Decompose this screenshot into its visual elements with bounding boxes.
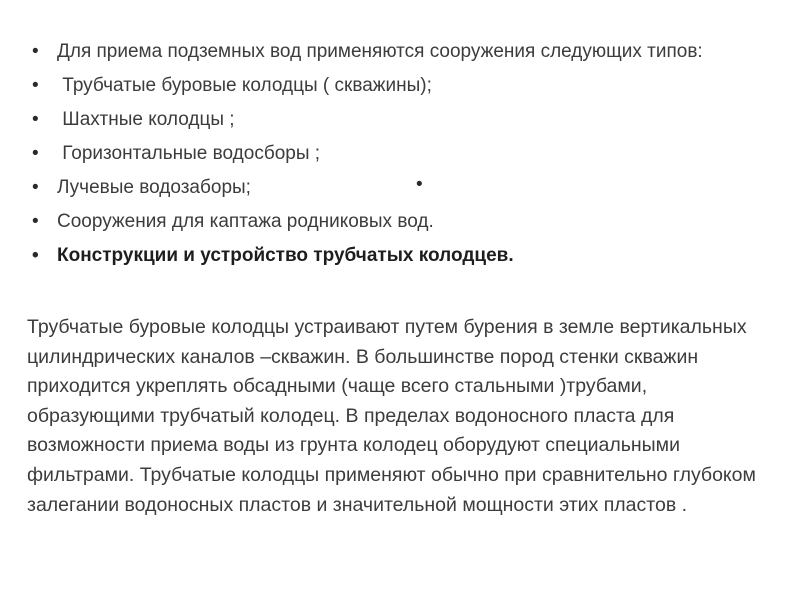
list-item-text: Лучевые водозаборы; xyxy=(57,177,251,198)
bullet-icon: • xyxy=(32,75,39,96)
bullet-list xyxy=(32,40,752,278)
list-item xyxy=(32,108,752,131)
list-item-text: Конструкции и устройство трубчатых колодцев. xyxy=(57,245,514,266)
list-item-text: Сооружения для каптажа родниковых вод. xyxy=(57,211,434,232)
list-item xyxy=(32,40,752,63)
bullet-icon: • xyxy=(32,245,39,266)
bullet-icon: • xyxy=(32,143,39,164)
bullet-icon: • xyxy=(32,109,39,130)
list-item xyxy=(32,210,752,233)
bullet-icon: • xyxy=(32,177,39,198)
body-paragraph: Трубчатые буровые колодцы устраивают путем бурения в земле вертикальных цилиндрических каналов –скважин. В большинстве пород стенки скважин приходится укреплять обсадными (чаще всего стальными )трубами, образующими трубчатый колодец. В пределах водоносного пласта для возможности приема воды из грунта колодец оборудуют специальными фильтрами. Трубчатые колодцы применяют обычно при сравнительно глубоком залегании водоносных пластов и значительной мощности этих пластов . xyxy=(27,316,756,516)
list-item-text: Шахтные колодцы ; xyxy=(57,109,235,130)
list-item-heading xyxy=(32,244,752,267)
list-item-text: Трубчатые буровые колодцы ( скважины); xyxy=(57,75,432,96)
list-item-text: Для приема подземных вод применяются сооружения следующих типов: xyxy=(57,41,703,62)
list-item xyxy=(32,142,752,165)
stray-bullet-icon: • xyxy=(416,174,423,195)
bullet-icon: • xyxy=(32,211,39,232)
list-item-text: Горизонтальные водосборы ; xyxy=(57,143,321,164)
list-item xyxy=(32,176,752,199)
list-item xyxy=(32,74,752,97)
bullet-icon: • xyxy=(32,41,39,62)
